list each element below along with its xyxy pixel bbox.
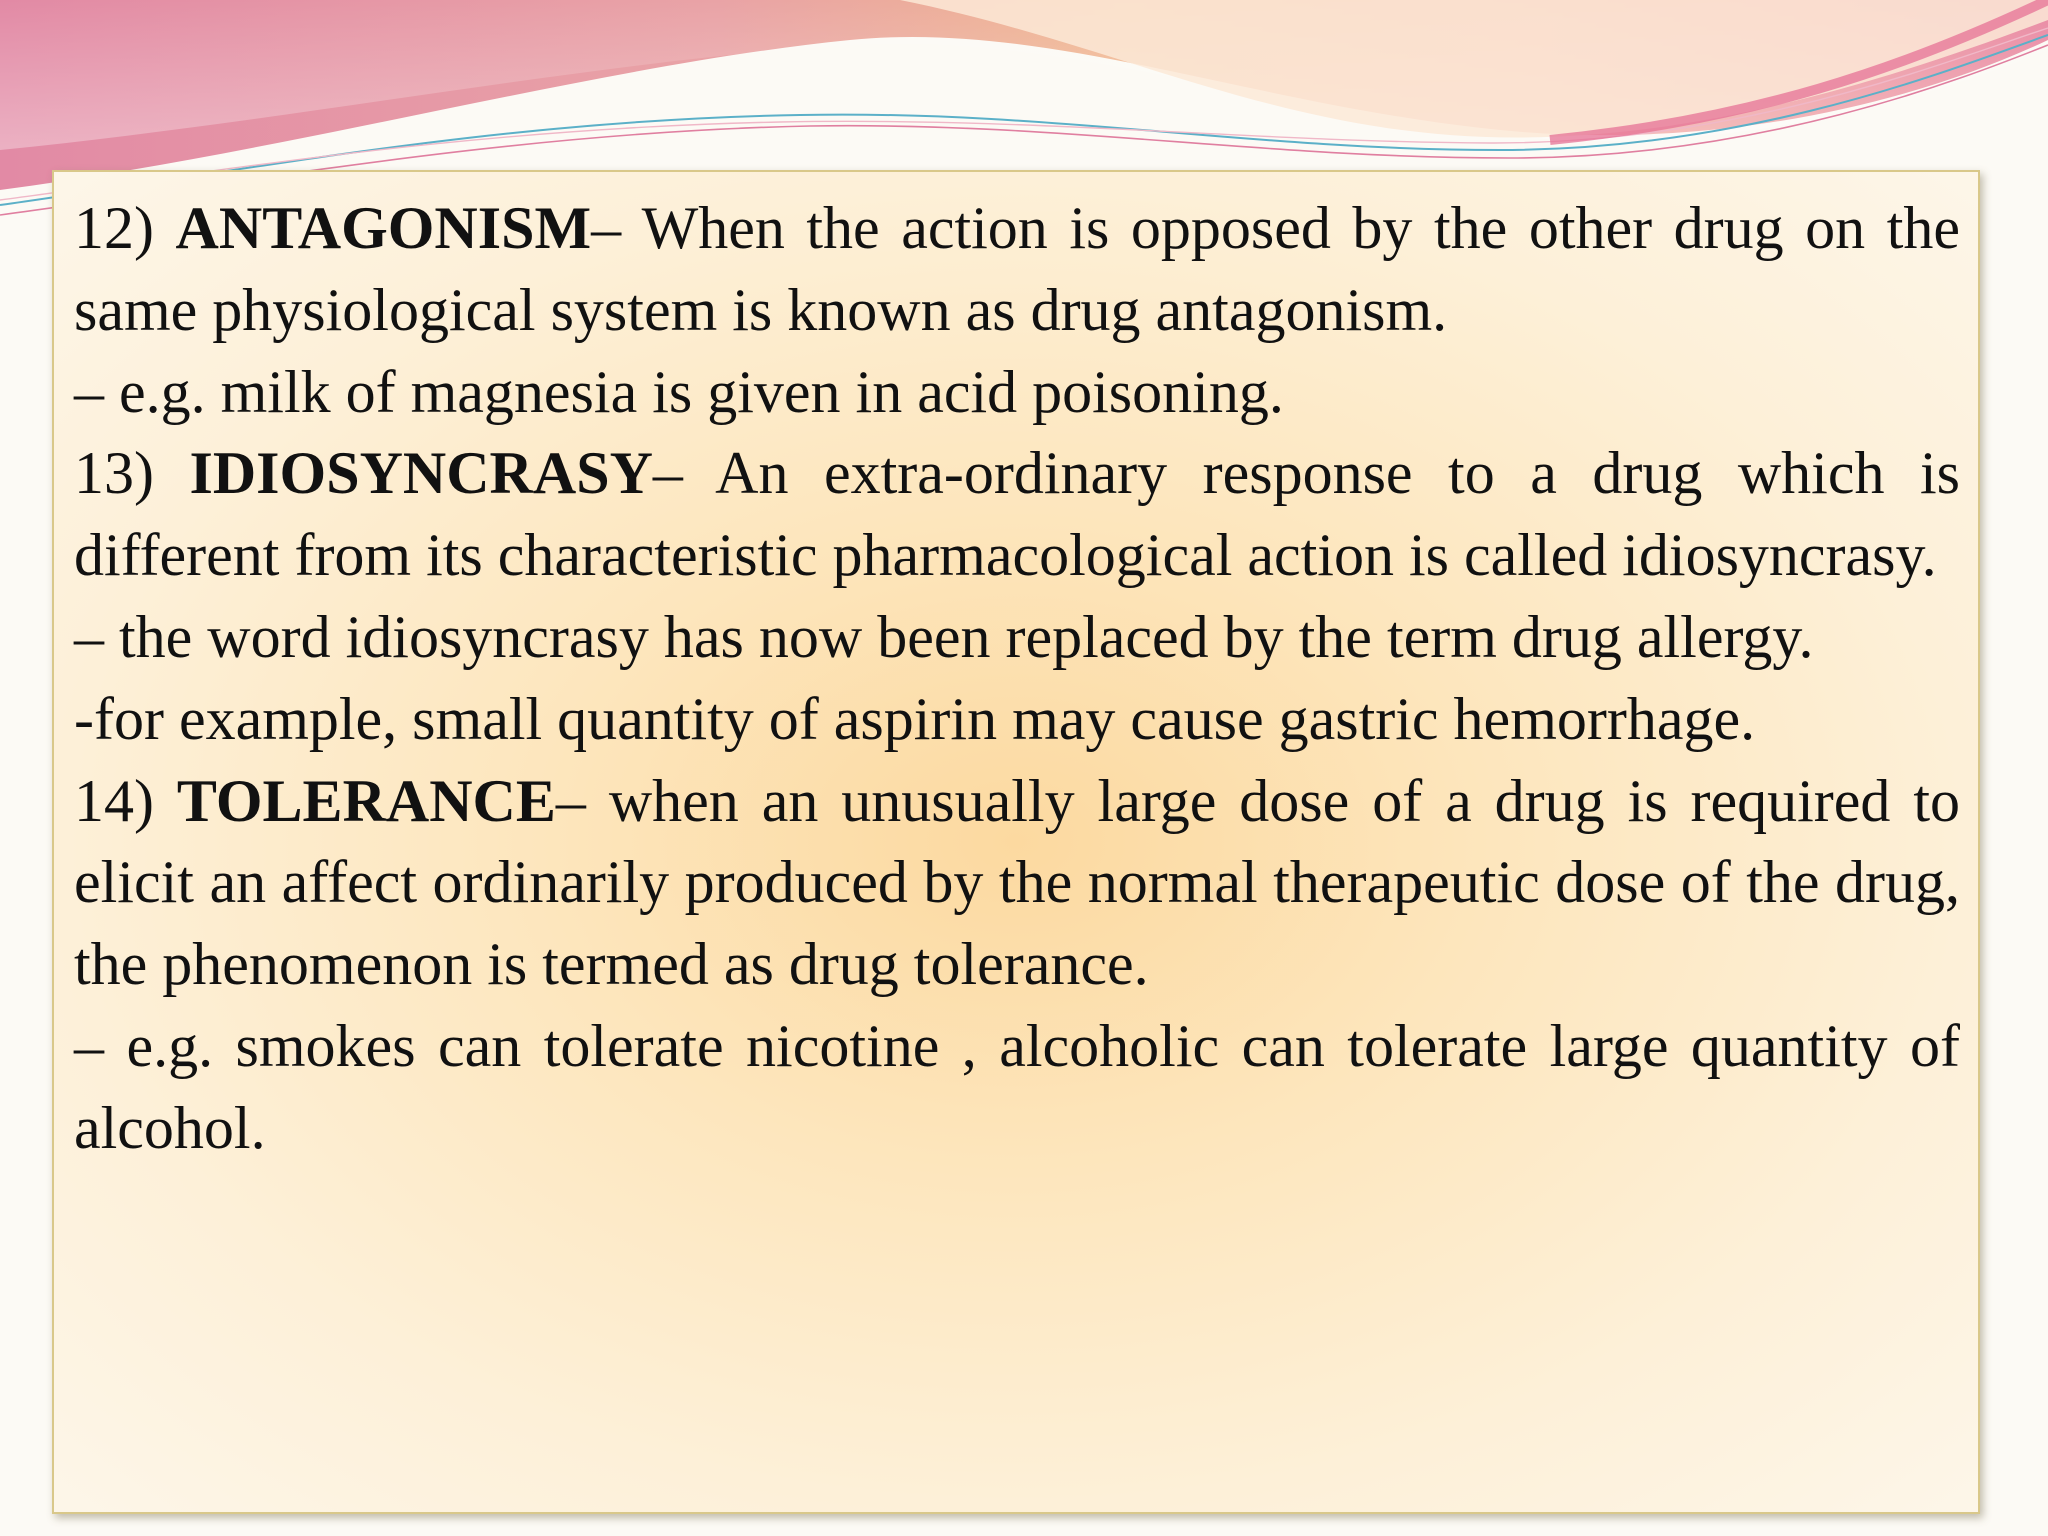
section-note: -for example, small quantity of aspirin may cause gastric hemorrhage. (74, 685, 1756, 752)
section-tolerance (74, 761, 1960, 1006)
section-term: IDIOSYNCRASY (189, 440, 653, 507)
section-definition: – when an unusually large dose of a drug is required to elicit an affect ordinarily produced by the normal therapeutic dose of the drug, the phenomenon is termed as drug tolerance. (74, 767, 1960, 998)
content-box (52, 170, 1980, 1514)
section-number: 12) (74, 195, 154, 261)
section-antagonism (74, 188, 1960, 352)
section-definition: – When the action is opposed by the other drug on the same physiological system is known as drug antagonism. (74, 195, 1960, 343)
section-definition: – An extra-ordinary response to a drug which is different from its characteristic pharmacological action is called idiosyncrasy. (74, 440, 1961, 589)
section-note: – the word idiosyncrasy has now been replaced by the term drug allergy. (74, 603, 1814, 670)
section-term: TOLERANCE (176, 767, 556, 834)
section-note: – e.g. smokes can tolerate nicotine , alcoholic can tolerate large quantity of alcohol. (74, 1012, 1960, 1161)
section-number: 14) (74, 767, 154, 834)
section-term: ANTAGONISM (175, 195, 592, 261)
section-number: 13) (74, 440, 154, 507)
slide-body-text (74, 188, 1960, 1170)
section-note: – e.g. milk of magnesia is given in acid poisoning. (74, 358, 1284, 425)
section-idiosyncrasy (74, 433, 1960, 597)
